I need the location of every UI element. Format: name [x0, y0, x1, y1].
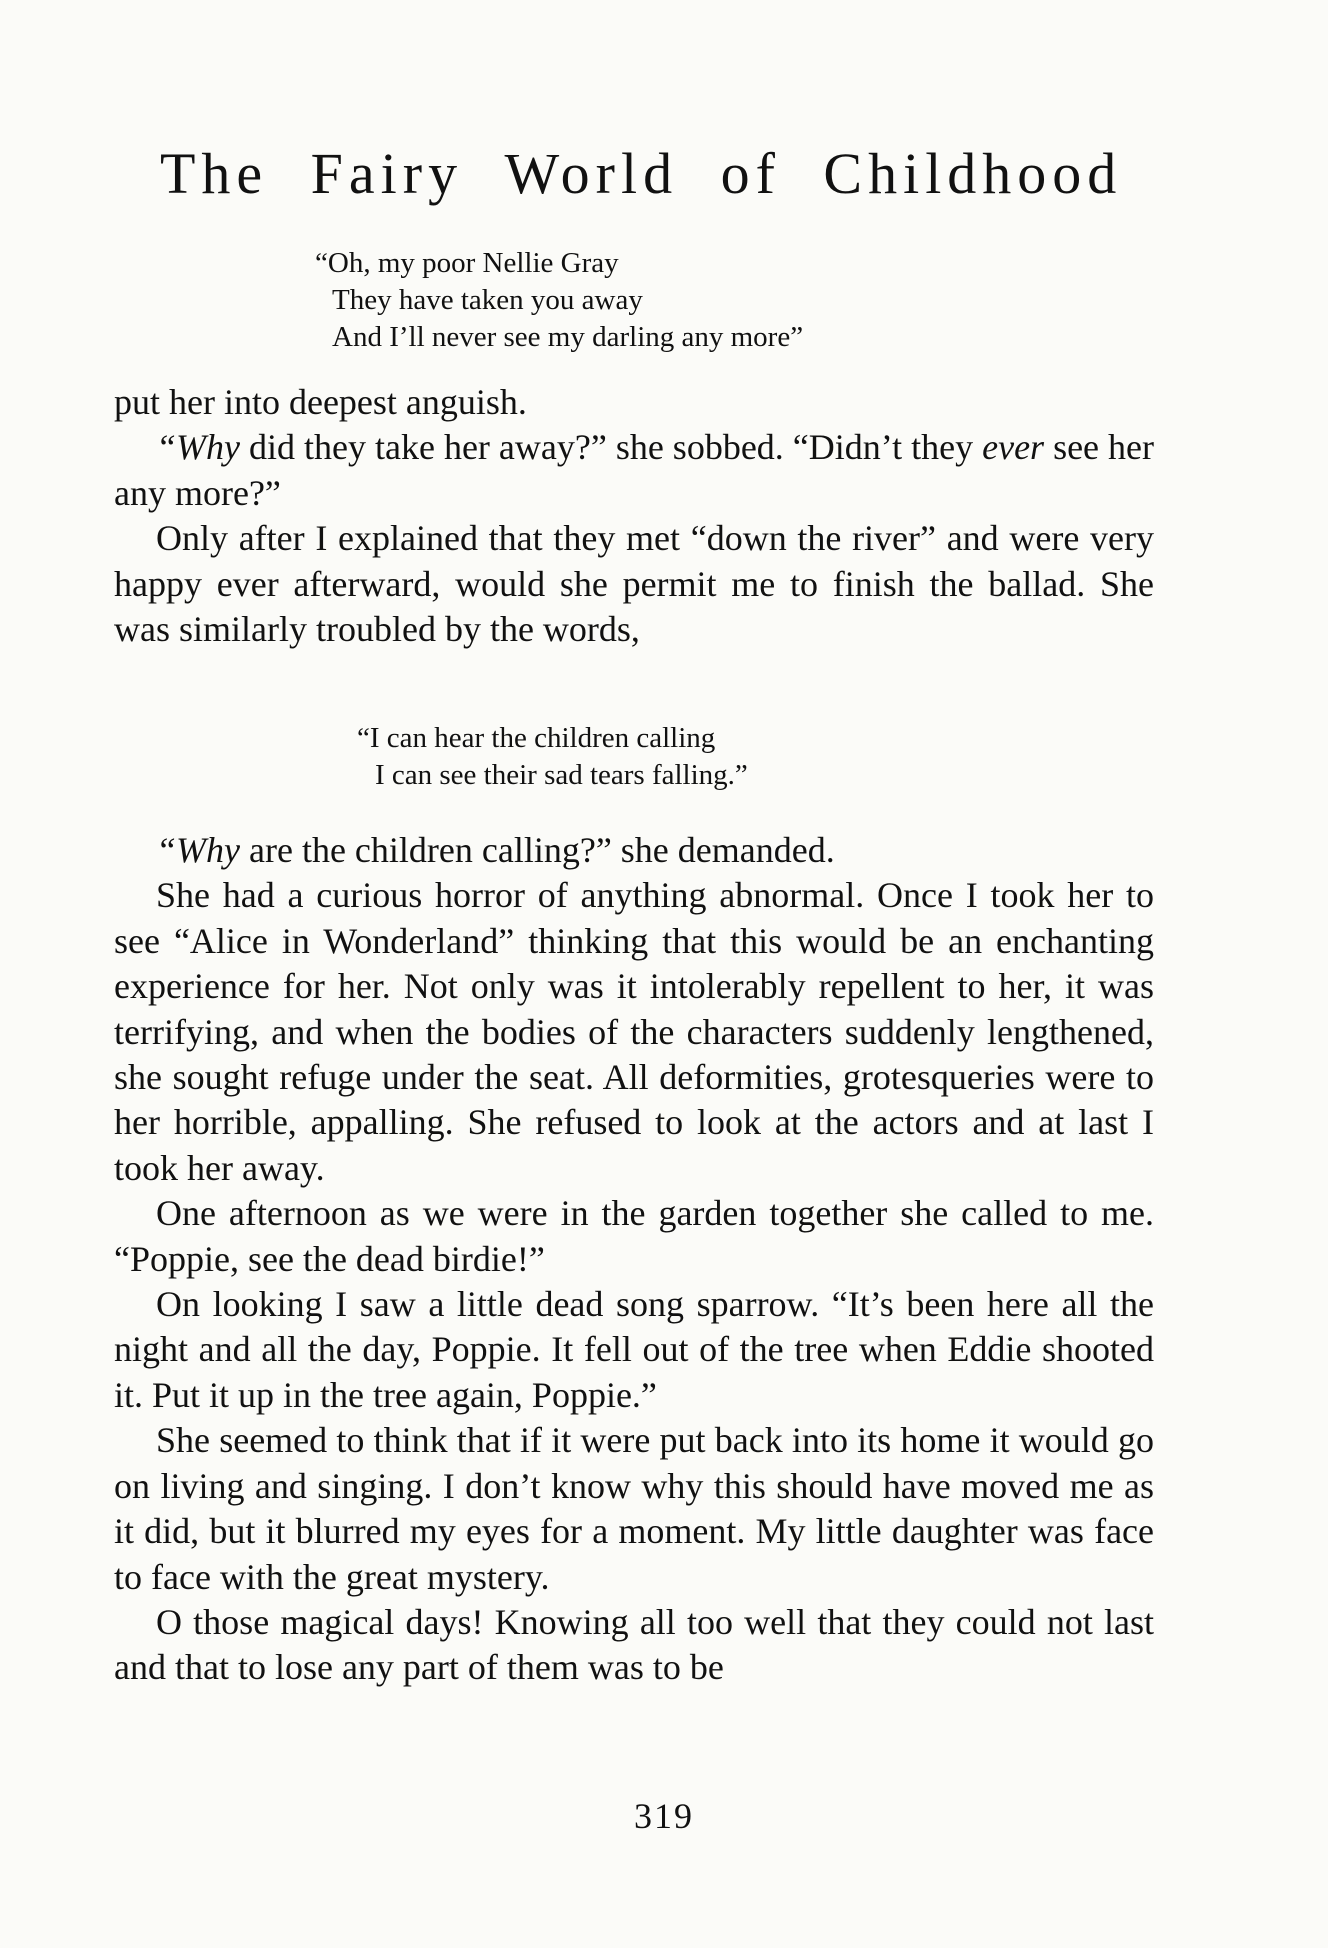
paragraph: One afternoon as we were in the garden together she called to me. “Poppie, see the dead birdie!”	[114, 1193, 1154, 1279]
paragraph: She seemed to think that if it were put back into its home it would go on living and singing. I don’t know why this should have moved me as it did, but it blurred my eyes for a moment. My little daughter was face to face with the great mystery.	[114, 1420, 1154, 1597]
paragraph: On looking I saw a little dead song sparrow. “It’s been here all the night and all the day, Poppie. It fell out of the tree when Eddie shooted it. Put it up in the tree again, Poppie.”	[114, 1284, 1154, 1415]
verse-line: I can see their sad tears falling.”	[375, 759, 748, 791]
paragraph: Only after I explained that they met “down the river” and were very happy ever afterward, would she permit me to finish the ballad. She was similarly troubled by the words,	[114, 518, 1154, 650]
paragraph: “Why are the children calling?” she demanded.	[156, 830, 835, 870]
verse-line: And I’ll never see my darling any more”	[332, 321, 804, 353]
paragraph: O those magical days! Knowing all too well that they could not last and that to lose any part of them was to be	[114, 1601, 1154, 1688]
paragraph: She had a curious horror of anything abnormal. Once I took her to see “Alice in Wonderland” thinking that this would be an enchanting experience for her. Not only was it intolerably repellent to her, it was terrifying, and when the bodies of the characters suddenly lengthened, she sought refuge under the seat. All deformities, grotesqueries were to her horrible, appalling. She refused to look at the actors and at last I took her away.	[114, 875, 1154, 1188]
running-head: The Fairy World of Childhood	[160, 141, 1123, 206]
verse-children-calling	[357, 720, 748, 794]
text-block-2	[114, 828, 1154, 1691]
emphasis: “Why	[156, 830, 240, 870]
emphasis: ever	[982, 427, 1045, 468]
paragraph: put her into deepest anguish.	[114, 382, 527, 422]
verse-line: They have taken you away	[332, 284, 643, 316]
verse-nellie-gray	[315, 245, 803, 356]
verse-line: “I can hear the children calling	[357, 722, 716, 754]
emphasis: “Why	[156, 427, 240, 468]
text-block-1	[114, 380, 1154, 652]
page-number: 319	[634, 1796, 694, 1836]
verse-line: “Oh, my poor Nellie Gray	[315, 247, 619, 279]
paragraph: “Why did they take her away?” she sobbed. “Didn’t they ever see her any more?”	[114, 427, 1154, 513]
